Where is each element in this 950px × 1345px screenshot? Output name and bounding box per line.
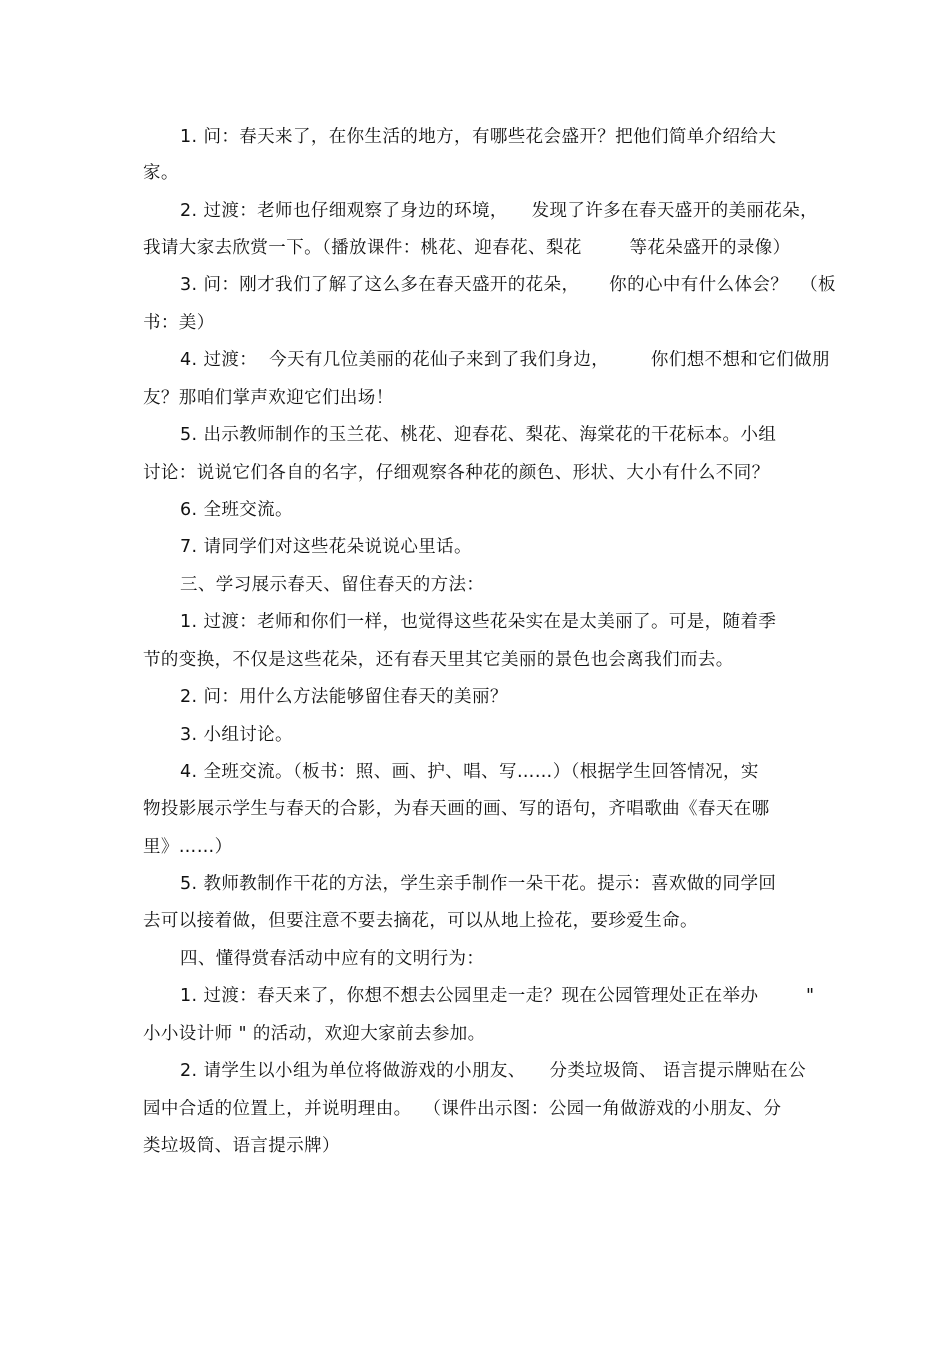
text-line: 物投影展示学生与春天的合影，为春天画的画、写的语句，齐唱歌曲《春天在哪 bbox=[143, 799, 770, 819]
text-line: 4. 过渡： 今天有几位美丽的花仙子来到了我们身边， 你们想不想和它们做朋 bbox=[180, 350, 830, 370]
text-line: 2. 过渡：老师也仔细观察了身边的环境， 发现了许多在春天盛开的美丽花朵， bbox=[180, 201, 819, 221]
section-heading: 三、学习展示春天、留住春天的方法： bbox=[180, 575, 485, 595]
text-line: 5. 教师教制作干花的方法，学生亲手制作一朵干花。提示：喜欢做的同学回 bbox=[180, 874, 777, 894]
text-line: 6. 全班交流。 bbox=[180, 500, 293, 520]
text-line: 友？那咱们掌声欢迎它们出场！ bbox=[143, 388, 394, 408]
text-line: 里》……） bbox=[143, 837, 233, 857]
text-line: 1. 过渡：老师和你们一样，也觉得这些花朵实在是太美丽了。可是，随着季 bbox=[180, 612, 777, 632]
text-line: 节的变换，不仅是这些花朵，还有春天里其它美丽的景色也会离我们而去。 bbox=[143, 650, 734, 670]
text-line: 4. 全班交流。（板书：照、画、护、唱、写……）（根据学生回答情况，实 bbox=[180, 762, 759, 782]
text-line: 家。 bbox=[143, 163, 179, 183]
section-heading: 四、懂得赏春活动中应有的文明行为： bbox=[180, 949, 485, 969]
text-line: 1. 问：春天来了，在你生活的地方，有哪些花会盛开？把他们简单介绍给大 bbox=[180, 127, 777, 147]
text-line: 园中合适的位置上，并说明理由。 （课件出示图：公园一角做游戏的小朋友、分 bbox=[143, 1099, 782, 1119]
text-line: 5. 出示教师制作的玉兰花、桃花、迎春花、梨花、海棠花的干花标本。小组 bbox=[180, 425, 777, 445]
text-line: 我请大家去欣赏一下。（播放课件：桃花、迎春花、梨花 等花朵盛开的录像） bbox=[143, 238, 791, 258]
text-line: 2. 问：用什么方法能够留住春天的美丽？ bbox=[180, 687, 508, 707]
text-line: 2. 请学生以小组为单位将做游戏的小朋友、 分类垃圾筒、 语言提示牌贴在公 bbox=[180, 1061, 807, 1081]
text-line: 书：美） bbox=[143, 313, 215, 333]
text-line: 1. 过渡：春天来了，你想不想去公园里走一走？现在公园管理处正在举办 " bbox=[180, 986, 815, 1006]
text-line: 讨论：说说它们各自的名字，仔细观察各种花的颜色、形状、大小有什么不同？ bbox=[143, 463, 770, 483]
text-line: 3. 小组讨论。 bbox=[180, 725, 293, 745]
text-line: 7. 请同学们对这些花朵说说心里话。 bbox=[180, 537, 472, 557]
text-line: 去可以接着做，但要注意不要去摘花，可以从地上捡花，要珍爱生命。 bbox=[143, 911, 698, 931]
text-line: 类垃圾筒、语言提示牌） bbox=[143, 1136, 340, 1156]
text-line: 3. 问：刚才我们了解了这么多在春天盛开的花朵， 你的心中有什么体会？ （板 bbox=[180, 275, 836, 295]
text-line: 小小设计师 " 的活动，欢迎大家前去参加。 bbox=[143, 1024, 486, 1044]
